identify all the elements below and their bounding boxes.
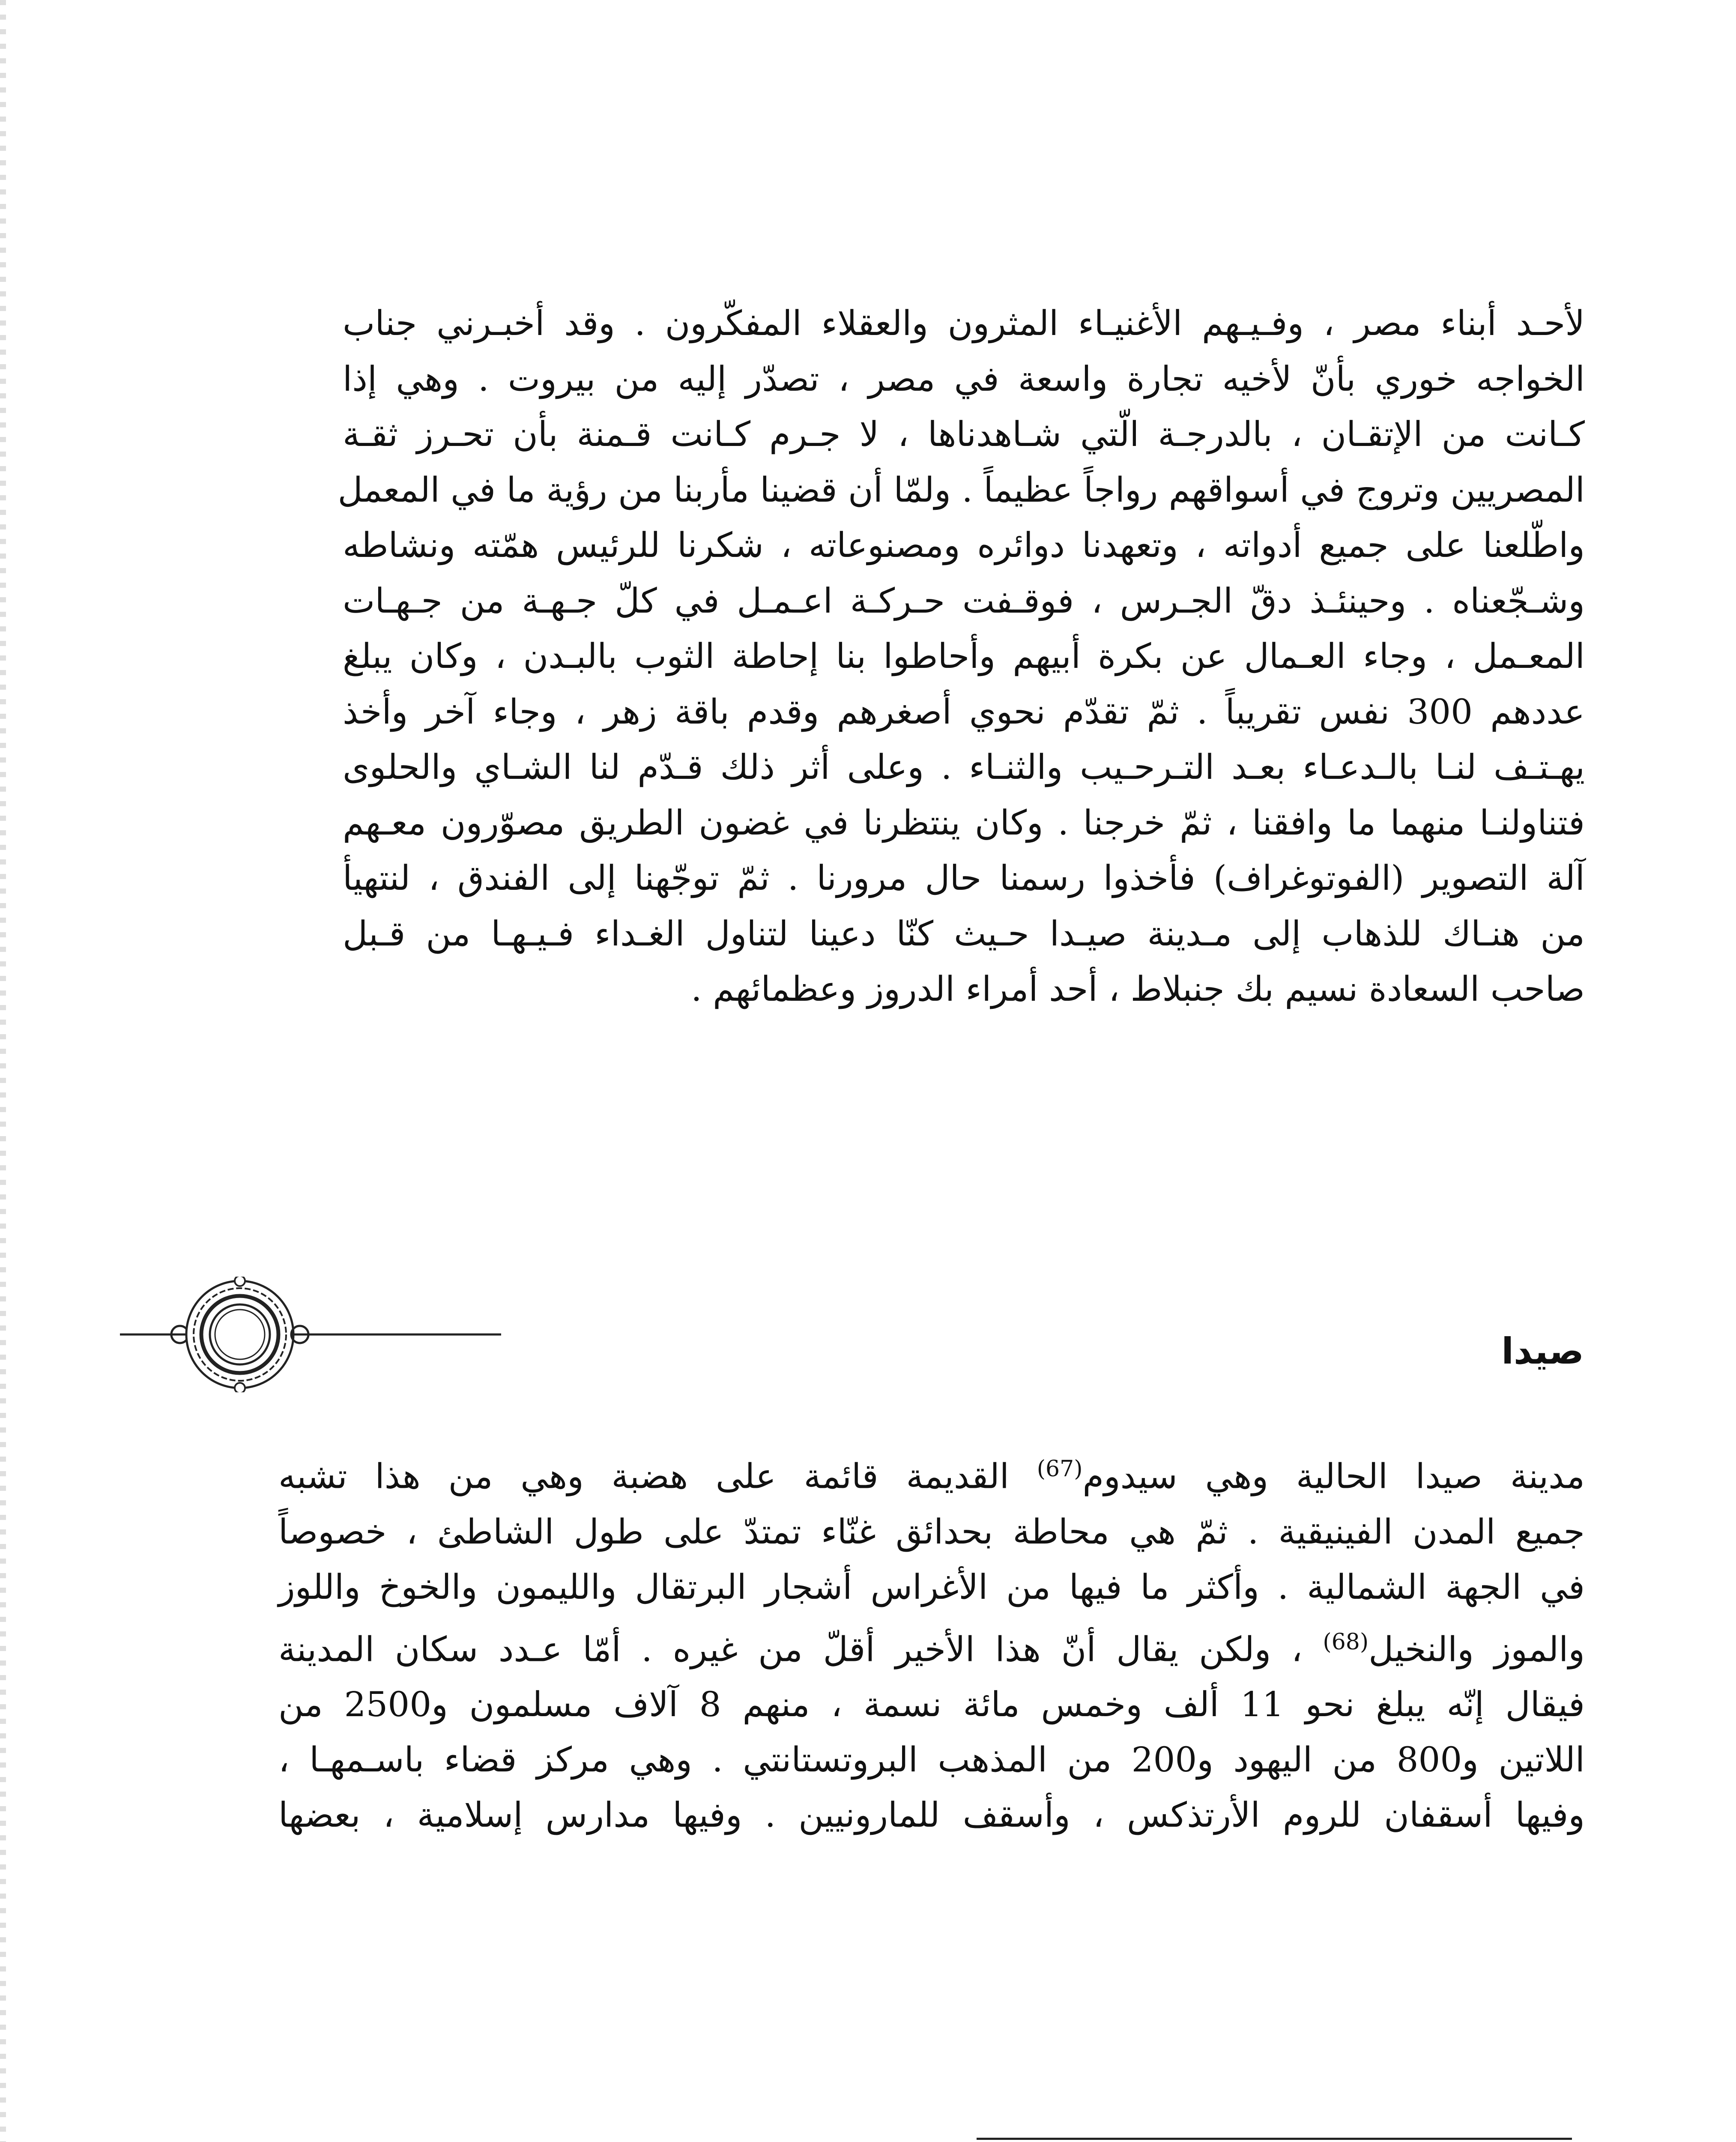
text-line — [278, 1442, 1585, 1504]
body-paragraph-1 — [338, 296, 1585, 1017]
text-line — [278, 1504, 1585, 1559]
section-heading: صيدا — [1501, 1330, 1584, 1372]
text-line: كـانت من الإتقـان ، بالدرجـة الّتي شـاهدناها ، لا جـرم كـانت قـمنة بأن تحـرز ثقـة — [343, 414, 1585, 454]
text-line: وشـجّعناه . وحينئـذ دقّ الجـرس ، فوقـفت حـركـة اعـمـل في كلّ جـهـة من جـهـات — [343, 580, 1585, 621]
text-run: القديمة قائمة على هضبة وهي من هذا تشبه — [278, 1456, 1037, 1496]
body-paragraph-2 — [278, 1442, 1585, 1843]
footnote-ref[interactable]: (68) — [1323, 1629, 1369, 1655]
footnote-divider — [977, 2138, 1572, 2140]
text-run: مدينة صيدا الحالية وهي سيدوم — [1082, 1456, 1585, 1496]
text-line — [278, 1559, 1585, 1615]
text-line: المصريين وتروج في أسواقهم رواجاً عظيماً . ولمّا أن قضينا مأربنا من رؤية ما في المعمل — [338, 470, 1585, 510]
text-line: المعـمل ، وجاء العـمال عن بكرة أبيهم وأحاطوا بنا إحاطة الثوب بالبـدن ، وكان يبلغ — [343, 636, 1585, 676]
ornamental-ring-divider-icon — [116, 1277, 501, 1392]
text-run: ، ولكن يقال أنّ هذا الأخير أقلّ من غيره . أمّا عـدد سكان المدينة — [278, 1629, 1323, 1669]
text-line: الخواجه خوري بأنّ لأخيه تجارة واسعة في مصر ، تصدّر إليه من بيروت . وهي إذا — [343, 359, 1585, 399]
footnote-ref[interactable]: (67) — [1037, 1456, 1083, 1482]
text-line: عددهم 300 نفس تقريباً . ثمّ تقدّم نحوي أصغرهم وقدم باقة زهر ، وجاء آخر وأخذ — [343, 691, 1585, 732]
text-line — [278, 1787, 1585, 1843]
text-run: اللاتين و800 من اليهود و200 من المذهب البروتستانتي . وهي مركز قضاء باسـمهـا ، — [278, 1740, 1585, 1780]
text-line: آلة التصوير (الفوتوغراف) فأخذوا رسمنا حال مرورنا . ثمّ توجّهنا إلى الفندق ، لنتهيأ — [343, 858, 1585, 898]
text-run: جميع المدن الفينيقية . ثمّ هي محاطة بحدائق غنّاء تمتدّ على طول الشاطئ ، خصوصاً — [278, 1511, 1585, 1552]
text-line: يهـتـف لنـا بالـدعـاء بعـد التـرحـيب والثنـاء . وعلى أثر ذلك قـدّم لنا الشـاي والحلوى — [343, 747, 1585, 787]
text-run: فيقال إنّه يبلغ نحو 11 ألف وخمس مائة نسمة ، منهم 8 آلاف مسلمون و2500 من — [278, 1684, 1585, 1725]
scan-edge — [0, 0, 6, 2142]
text-run: والموز والنخيل — [1368, 1629, 1585, 1669]
text-line: واطّلعنا على جميع أدواته ، وتعهدنا دوائره ومصنوعاته ، شكرنا للرئيس همّته ونشاطه — [343, 525, 1585, 565]
text-line: صاحب السعادة نسيم بك جنبلاط ، أحد أمراء الدروز وعظمائهم . — [691, 969, 1585, 1009]
text-line: من هنـاك للذهاب إلى مـدينة صيـدا حـيث كنّا دعينا لتناول الغـداء فـيـهـا من قـبل — [343, 913, 1585, 954]
text-run: في الجهة الشمالية . وأكثر ما فيها من الأغراس أشجار البرتقال والليمون والخوخ واللوز — [278, 1567, 1585, 1607]
text-line: فتناولنـا منهما ما وافقنا ، ثمّ خرجنا . وكان ينتظرنا في غضون الطريق مصوّرون معـهم — [343, 802, 1585, 843]
text-run: وفيها أسقفان للروم الأرتذكس ، وأسقف للمارونيين . وفيها مدارس إسلامية ، بعضها — [278, 1795, 1585, 1835]
text-line — [278, 1615, 1585, 1677]
text-line — [278, 1732, 1585, 1787]
text-line — [278, 1677, 1585, 1732]
text-line: لأحـد أبناء مصر ، وفـيـهم الأغنيـاء المثرون والعقلاء المفكّرون . وقد أخبـرني جناب — [343, 303, 1585, 343]
